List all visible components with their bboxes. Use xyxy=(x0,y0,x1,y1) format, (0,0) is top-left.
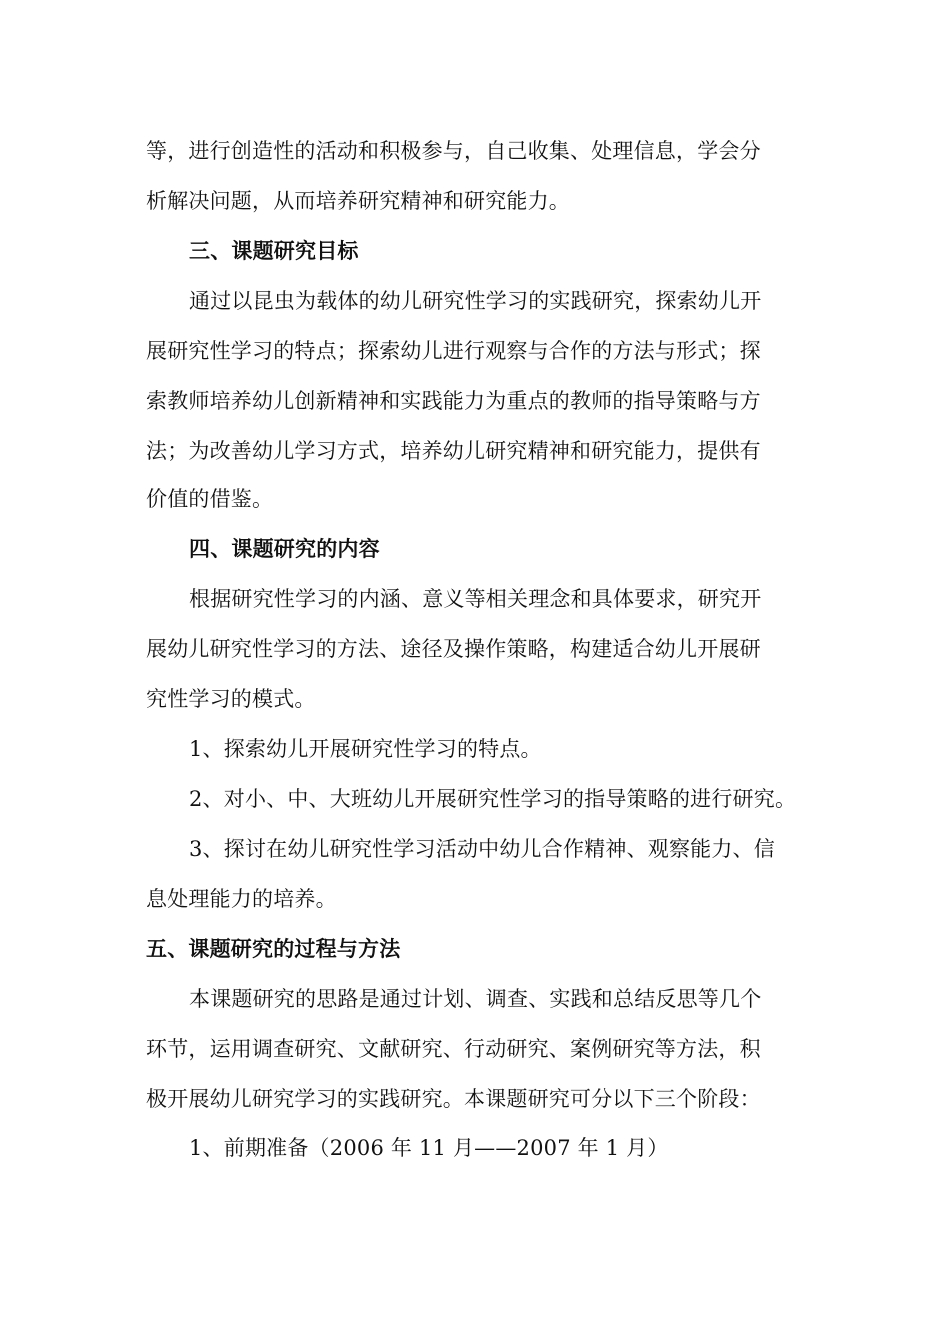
list-item-1: 1、探索幼儿开展研究性学习的特点。 xyxy=(189,737,542,761)
paragraph-line: 极开展幼儿研究学习的实践研究。本课题研究可分以下三个阶段： xyxy=(146,1087,761,1111)
paragraph-line: 究性学习的模式。 xyxy=(146,687,316,711)
paragraph-line: 通过以昆虫为载体的幼儿研究性学习的实践研究，探索幼儿开 xyxy=(189,289,762,313)
paragraph-line: 展幼儿研究性学习的方法、途径及操作策略，构建适合幼儿开展研 xyxy=(146,637,761,661)
section-heading-4: 四、课题研究的内容 xyxy=(189,536,380,561)
paragraph-line: 析解决问题，从而培养研究精神和研究能力。 xyxy=(146,189,570,213)
paragraph-line: 环节，运用调查研究、文献研究、行动研究、案例研究等方法，积 xyxy=(146,1037,761,1061)
paragraph-line: 价值的借鉴。 xyxy=(146,487,274,511)
list-item-3: 3、探讨在幼儿研究性学习活动中幼儿合作精神、观察能力、信 xyxy=(189,837,775,861)
stage-item-1: 1、前期准备（2006 年 11 月——2007 年 1 月） xyxy=(189,1136,669,1160)
paragraph-line: 索教师培养幼儿创新精神和实践能力为重点的教师的指导策略与方 xyxy=(146,389,761,413)
list-item-3-continuation: 息处理能力的培养。 xyxy=(146,887,337,911)
paragraph-line: 根据研究性学习的内涵、意义等相关理念和具体要求，研究开 xyxy=(189,587,762,611)
list-item-2: 2、对小、中、大班幼儿开展研究性学习的指导策略的进行研究。 xyxy=(189,787,797,811)
section-heading-5: 五、课题研究的过程与方法 xyxy=(146,936,401,961)
paragraph-line: 本课题研究的思路是通过计划、调查、实践和总结反思等几个 xyxy=(189,987,762,1011)
section-heading-3: 三、课题研究目标 xyxy=(189,238,359,263)
paragraph-line: 展研究性学习的特点；探索幼儿进行观察与合作的方法与形式；探 xyxy=(146,339,761,363)
paragraph-line: 法；为改善幼儿学习方式，培养幼儿研究精神和研究能力，提供有 xyxy=(146,439,761,463)
paragraph-line: 等，进行创造性的活动和积极参与，自己收集、处理信息，学会分 xyxy=(146,139,761,163)
